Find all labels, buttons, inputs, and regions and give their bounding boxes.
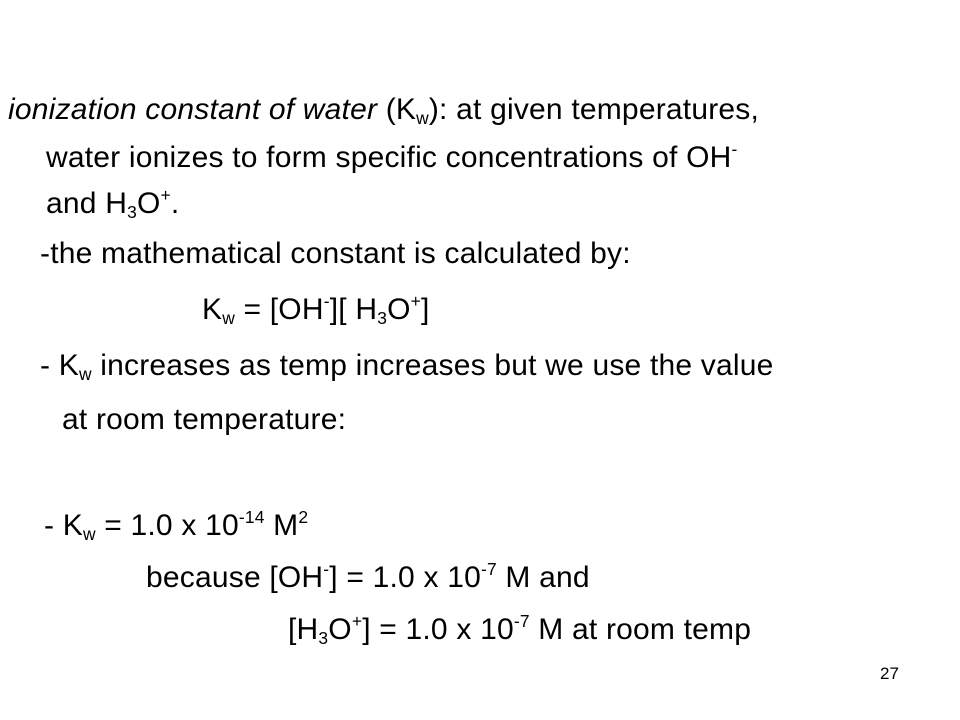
superscript: - — [323, 558, 330, 579]
text: (K — [377, 93, 417, 126]
text: ] = 1.0 x 10 — [329, 561, 481, 594]
text: = 1.0 x 10 — [95, 509, 239, 542]
text: ][ H — [329, 293, 378, 326]
superscript: -7 — [513, 610, 530, 631]
calc-intro-line — [40, 236, 631, 272]
term-italic: ionization constant of water — [8, 93, 378, 126]
text: O — [136, 187, 161, 220]
subscript: 3 — [127, 202, 137, 223]
text: M — [264, 509, 299, 542]
superscript: -14 — [238, 506, 265, 527]
text: water ionizes to form specific concentrations of OH — [46, 141, 732, 174]
oh-concentration-line — [146, 560, 590, 596]
text: and H — [46, 187, 128, 220]
text: O — [387, 293, 411, 326]
text: - K — [44, 509, 83, 542]
kw-temp-line — [40, 348, 774, 384]
text: = [OH — [234, 293, 324, 326]
subscript: w — [416, 108, 429, 129]
superscript: + — [410, 290, 421, 311]
kw-formula — [202, 292, 430, 328]
definition-line-2 — [46, 140, 737, 176]
text: O — [328, 613, 352, 646]
superscript: - — [323, 290, 330, 311]
text: M and — [496, 561, 590, 594]
text: at room temperature: — [62, 403, 347, 436]
room-temp-line — [62, 402, 346, 438]
text: increases as temp increases but we use the value — [91, 349, 774, 382]
superscript: -7 — [480, 558, 497, 579]
subscript: 3 — [377, 308, 388, 329]
text: . — [170, 187, 180, 220]
superscript: - — [731, 138, 738, 159]
superscript: + — [160, 184, 171, 205]
text: ] = 1.0 x 10 — [362, 613, 514, 646]
text: K — [202, 293, 223, 326]
page-number: 27 — [880, 664, 899, 683]
superscript: + — [351, 610, 363, 631]
text: M at room temp — [529, 613, 752, 646]
text: -the mathematical constant is calculated by: — [40, 237, 631, 270]
kw-value-line — [44, 508, 308, 544]
text: [H — [288, 613, 319, 646]
text: ): at given temperatures, — [428, 93, 760, 126]
subscript: w — [82, 524, 96, 545]
text: ] — [420, 293, 430, 326]
subscript: 3 — [318, 628, 329, 649]
definition-line-3 — [46, 186, 179, 222]
h3o-concentration-line — [288, 612, 751, 648]
superscript: 2 — [298, 506, 309, 527]
subscript: w — [78, 364, 92, 385]
text: - K — [40, 349, 79, 382]
subscript: w — [222, 308, 235, 329]
definition-line-1 — [8, 92, 759, 128]
text: because [OH — [146, 561, 324, 594]
